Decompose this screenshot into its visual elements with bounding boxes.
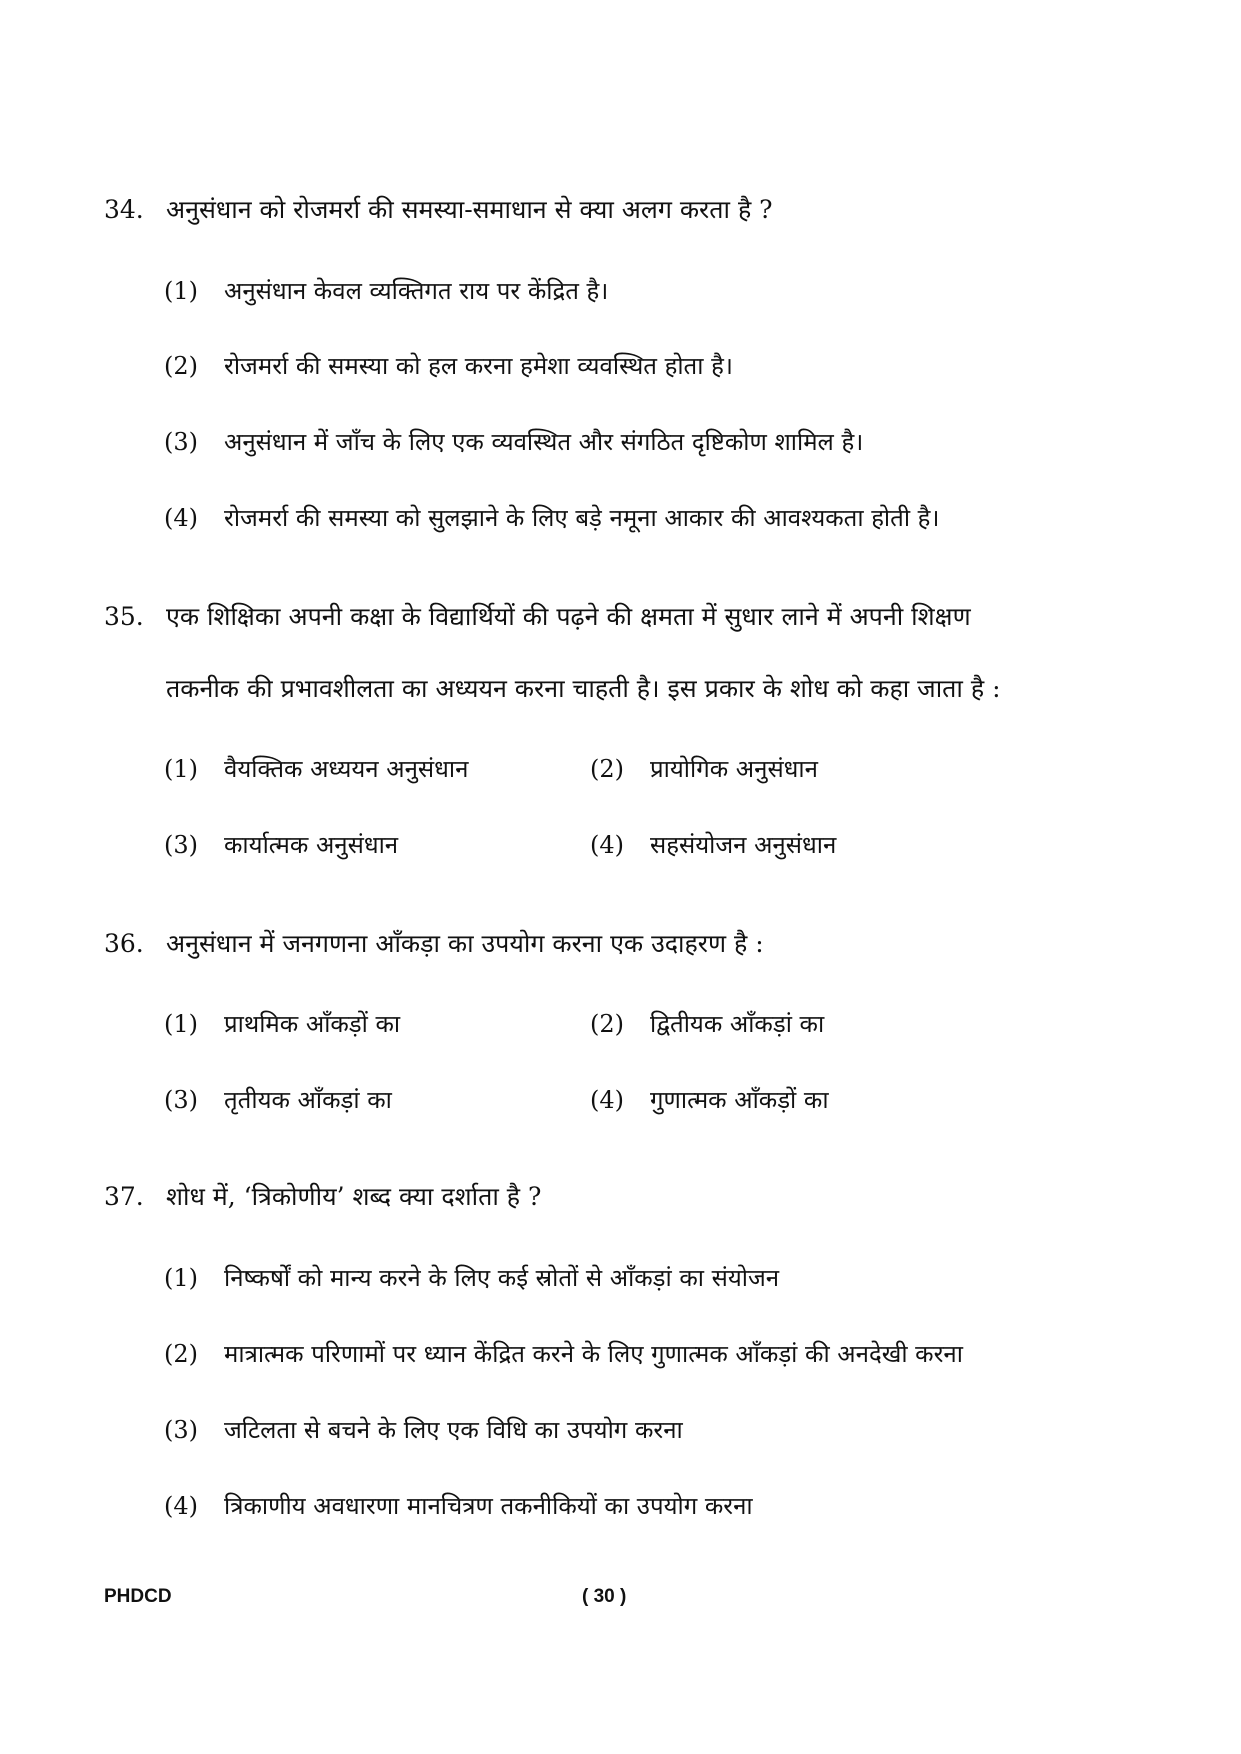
option-text: रोजमर्रा की समस्या को सुलझाने के लिए बड़े नमूना आकार की आवश्यकता होती है।: [224, 504, 940, 532]
question-number: 36.: [104, 929, 144, 958]
question-text: एक शिक्षिका अपनी कक्षा के विद्यार्थियों की पढ़ने की क्षमता में सुधार लाने में अपनी शिक्षण: [166, 602, 971, 631]
option-text: गुणात्मक आँकड़ों का: [650, 1086, 829, 1114]
option-text: निष्कर्षों को मान्य करने के लिए कई स्रोतों से आँकड़ां का संयोजन: [224, 1264, 780, 1292]
option-text: सहसंयोजन अनुसंधान: [650, 831, 837, 859]
option-number: (1): [164, 1264, 198, 1292]
option-text: प्रायोगिक अनुसंधान: [650, 755, 818, 783]
option-text: प्राथमिक आँकड़ों का: [224, 1010, 401, 1038]
option-number: (1): [164, 277, 198, 305]
question-text: शोध में, ‘त्रिकोणीय’ शब्द क्या दर्शाता है ?: [166, 1182, 542, 1211]
option-text: द्वितीयक आँकड़ां का: [650, 1010, 825, 1038]
question-text: अनुसंधान में जनगणना आँकड़ा का उपयोग करना एक उदाहरण है :: [166, 929, 764, 958]
page-number: ( 30 ): [582, 1586, 627, 1607]
option-number: (3): [164, 1416, 198, 1444]
option-number: (3): [164, 831, 198, 859]
option-number: (3): [164, 1086, 198, 1114]
option-number: (4): [590, 1086, 624, 1114]
option-number: (4): [164, 504, 198, 532]
option-text: रोजमर्रा की समस्या को हल करना हमेशा व्यवस्थित होता है।: [224, 352, 733, 380]
option-number: (1): [164, 755, 198, 783]
option-number: (2): [164, 1340, 198, 1368]
option-text: वैयक्तिक अध्ययन अनुसंधान: [224, 755, 469, 783]
option-number: (4): [164, 1492, 198, 1520]
question-number: 37.: [104, 1182, 144, 1211]
option-text: कार्यात्मक अनुसंधान: [224, 831, 399, 859]
question-text: तकनीक की प्रभावशीलता का अध्ययन करना चाहती है। इस प्रकार के शोध को कहा जाता है :: [166, 674, 1001, 703]
paper-code: PHDCD: [104, 1586, 172, 1607]
option-text: त्रिकाणीय अवधारणा मानचित्रण तकनीकियों का उपयोग करना: [224, 1492, 753, 1520]
question-number: 35.: [104, 602, 144, 631]
option-text: मात्रात्मक परिणामों पर ध्यान केंद्रित करने के लिए गुणात्मक आँकड़ां की अनदेखी करना: [224, 1340, 963, 1368]
option-number: (2): [590, 1010, 624, 1038]
option-number: (3): [164, 428, 198, 456]
option-text: अनुसंधान में जाँच के लिए एक व्यवस्थित और संगठित दृष्टिकोण शामिल है।: [224, 428, 864, 456]
option-number: (2): [164, 352, 198, 380]
option-number: (4): [590, 831, 624, 859]
option-number: (1): [164, 1010, 198, 1038]
option-number: (2): [590, 755, 624, 783]
question-text: अनुसंधान को रोजमर्रा की समस्या-समाधान से क्या अलग करता है ?: [166, 195, 773, 224]
option-text: जटिलता से बचने के लिए एक विधि का उपयोग करना: [224, 1416, 683, 1444]
question-number: 34.: [104, 195, 144, 224]
option-text: अनुसंधान केवल व्यक्तिगत राय पर केंद्रित है।: [224, 277, 609, 305]
option-text: तृतीयक आँकड़ां का: [224, 1086, 392, 1114]
